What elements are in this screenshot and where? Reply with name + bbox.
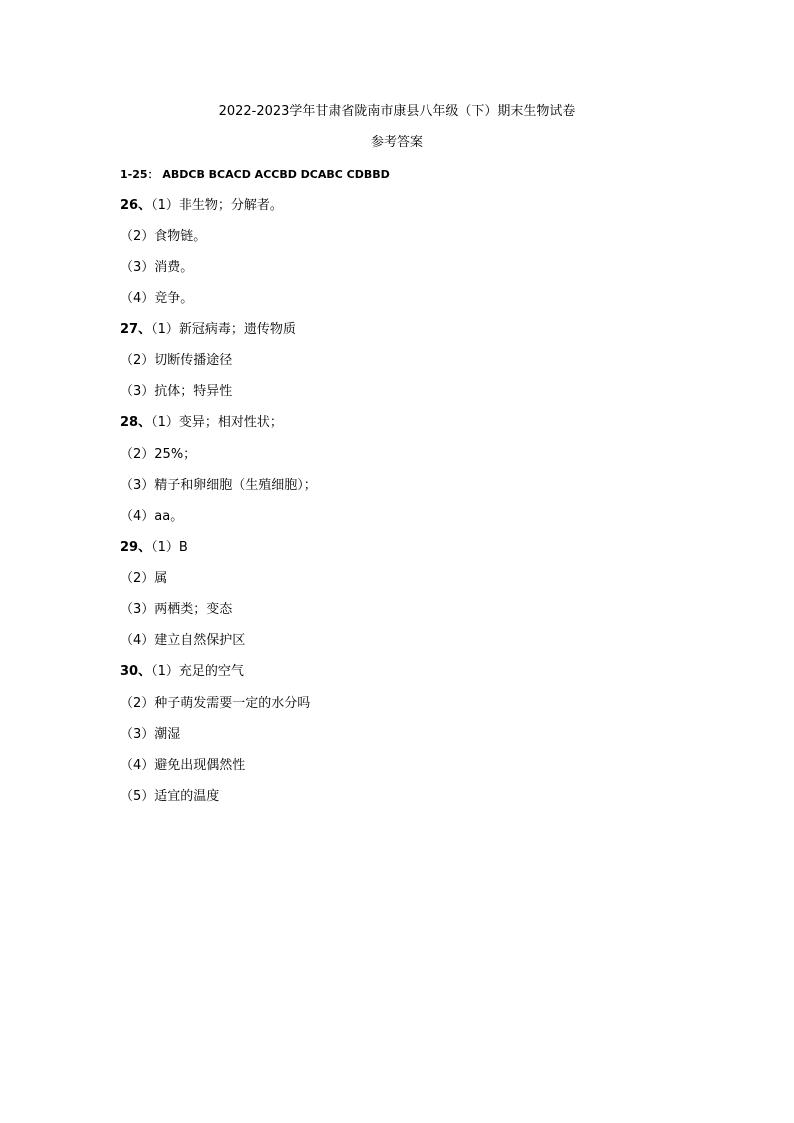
answer-line-29-4: （4）建立自然保护区 — [120, 633, 246, 648]
answer-line-30-1: 30、（1）充足的空气 — [120, 664, 244, 679]
answer-line-26-2: （2）食物链。 — [120, 229, 207, 244]
question-number-29: 29、 — [120, 540, 152, 555]
answer-line-30-3: （3）潮湿 — [120, 727, 181, 742]
answer-line-28-4: （4）aa。 — [120, 509, 184, 524]
answer-line-26-4: （4）竞争。 — [120, 291, 194, 306]
answer-line-28-1: 28、（1）变异；相对性状； — [120, 415, 283, 430]
answer-line-30-4: （4）避免出现偶然性 — [120, 758, 246, 773]
document-title: 2022-2023学年甘肃省陇南市康县八年级（下）期末生物试卷 — [218, 104, 576, 119]
answer-line-26-3: （3）消费。 — [120, 260, 194, 275]
question-number-30: 30、 — [120, 664, 152, 679]
answer-line-28-3: （3）精子和卵细胞（生殖细胞）； — [120, 478, 317, 493]
answer-line-27-2: （2）切断传播途径 — [120, 353, 233, 368]
answer-line-27-3: （3）抗体；特异性 — [120, 384, 233, 399]
answer-line-26-1: 26、（1）非生物；分解者。 — [120, 198, 283, 213]
question-number-28: 28、 — [120, 415, 152, 430]
answer-line-27-1: 27、（1）新冠病毒；遗传物质 — [120, 322, 296, 337]
answer-line-30-5: （5）适宜的温度 — [120, 789, 220, 804]
answer-line-28-2: （2）25%； — [120, 447, 197, 462]
choice-answers: 1-25： ABDCB BCACD ACCBD DCABC CDBBD — [120, 168, 390, 181]
answer-line-29-2: （2）属 — [120, 571, 168, 586]
question-number-26: 26、 — [120, 198, 152, 213]
answer-line-29-3: （3）两栖类；变态 — [120, 602, 233, 617]
answer-line-30-2: （2）种子萌发需要一定的水分吗 — [120, 696, 311, 711]
answer-line-29-1: 29、（1）B — [120, 540, 188, 555]
question-number-27: 27、 — [120, 322, 152, 337]
document-subtitle: 参考答案 — [370, 135, 423, 150]
